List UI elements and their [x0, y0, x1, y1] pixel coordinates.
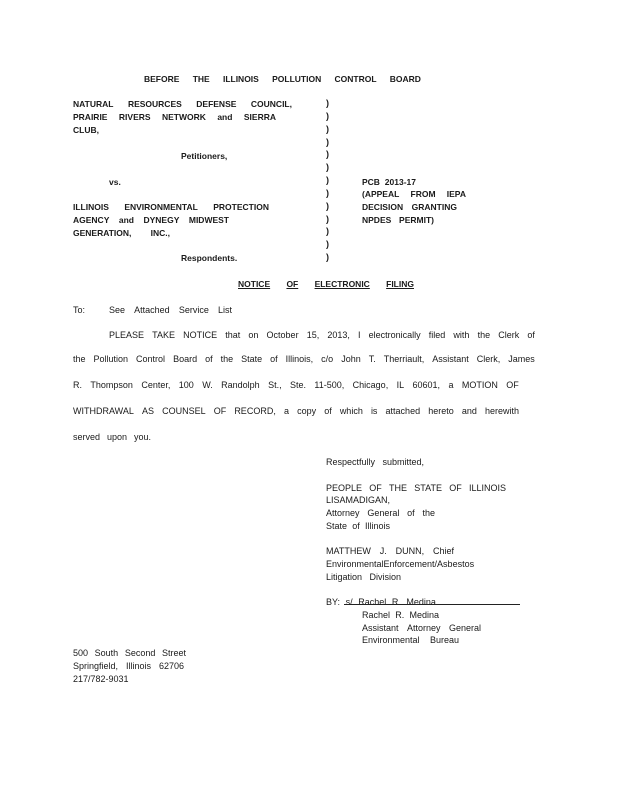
attorney-general-title [326, 507, 435, 519]
respondent-line-3 [73, 227, 170, 239]
word: General [367, 508, 400, 518]
word: MOTION [461, 380, 498, 390]
word: AS [141, 406, 154, 416]
petitioner-line-2 [73, 111, 276, 123]
word: copy [297, 406, 317, 416]
respondents-label: Respondents. [181, 253, 238, 263]
word: PLEASE [109, 330, 145, 340]
word: RIVERS [118, 112, 151, 122]
word: Illinois [125, 661, 151, 671]
word: GRANTING [411, 202, 457, 212]
word: Attached [134, 305, 170, 315]
board-title [144, 73, 421, 85]
word: OF [369, 483, 382, 493]
word: NATURAL [73, 99, 114, 109]
word: October [266, 330, 299, 340]
word: PCB [362, 177, 380, 187]
signer-bureau [362, 634, 459, 646]
petitioners-label: Petitioners, [181, 151, 228, 161]
word: John [341, 354, 361, 364]
word: CONTROL [334, 74, 377, 84]
word: on [248, 330, 259, 340]
word: SIERRA [243, 112, 276, 122]
word: 60601, [412, 380, 441, 390]
word: INC., [150, 228, 170, 238]
word: FILING [386, 279, 414, 289]
word: OF [213, 406, 227, 416]
word: upon [106, 432, 128, 442]
caption-parenthesis: ) [326, 123, 329, 134]
attorney-name [326, 494, 389, 506]
word: T. [368, 354, 376, 364]
signer-name [362, 609, 439, 621]
word: a [283, 406, 289, 416]
word: BOARD [389, 74, 421, 84]
word: Second [124, 648, 156, 658]
word: COUNCIL, [250, 99, 292, 109]
case-number [362, 176, 416, 188]
word: Bureau [429, 635, 459, 645]
word: Respectfully [326, 457, 376, 467]
word: Springfield, [73, 661, 119, 671]
word: Center, [141, 380, 171, 390]
word: s/ [345, 597, 353, 607]
word: Chicago, [352, 380, 389, 390]
word: RECORD, [234, 406, 276, 416]
word: NETWORK [161, 112, 206, 122]
word: Litigation [326, 572, 363, 582]
word: Medina [409, 610, 439, 620]
word: MATTHEW [326, 546, 371, 556]
word: ENVIRONMENTAL [124, 202, 198, 212]
word: WITHDRAWAL [73, 406, 134, 416]
body-line-3 [73, 379, 519, 391]
word: DEFENSE [196, 99, 237, 109]
people-of-illinois [326, 482, 506, 494]
word: Pollution [93, 354, 129, 364]
word: James [508, 354, 535, 364]
word: 2013, [327, 330, 350, 340]
word: BEFORE [144, 74, 180, 84]
caption-parenthesis: ) [326, 213, 329, 224]
word: St., [268, 380, 282, 390]
word: and [461, 406, 477, 416]
signature-by-line [326, 596, 436, 608]
body-line-2 [73, 353, 535, 365]
word: Control [136, 354, 166, 364]
word: Assistant [362, 623, 399, 633]
caption-parenthesis: ) [326, 136, 329, 147]
address-street [73, 647, 186, 659]
word: THE [389, 483, 408, 493]
word: ELECTRONIC [314, 279, 370, 289]
word: GENERATION, [73, 228, 132, 238]
word: R. [391, 597, 401, 607]
caption-parenthesis: ) [326, 175, 329, 186]
word: MADIGAN, [345, 495, 391, 505]
word: THE [192, 74, 210, 84]
word: Clerk [498, 330, 520, 340]
word: BY: [326, 597, 341, 607]
word: I [357, 330, 361, 340]
word: OF [506, 380, 519, 390]
word: Rachel [362, 610, 391, 620]
word: Environmental [362, 635, 420, 645]
signature-underline [344, 604, 520, 605]
word: NOTICE [238, 279, 271, 289]
word: hereto [428, 406, 454, 416]
state-of-illinois [326, 520, 390, 532]
caption-parenthesis: ) [326, 200, 329, 211]
word: ILLINOIS [73, 202, 109, 212]
word: IEPA [446, 189, 466, 199]
word: served [73, 432, 101, 442]
caption-parenthesis: ) [326, 98, 329, 108]
word: POLLUTION [272, 74, 322, 84]
word: Medina [406, 597, 436, 607]
division-line-1 [326, 558, 474, 570]
word: Street [161, 648, 186, 658]
versus-label: vs. [109, 177, 121, 187]
petitioner-line-1 [73, 98, 292, 110]
word: 11-500, [314, 380, 345, 390]
word: List [217, 305, 232, 315]
word: STATE [414, 483, 442, 493]
word: herewith [484, 406, 519, 416]
word: 100 [178, 380, 194, 390]
division-line-2 [326, 571, 401, 583]
case-line-3 [362, 201, 457, 213]
word: of [352, 521, 360, 531]
word: OF [449, 483, 462, 493]
word: Assistant [432, 354, 469, 364]
word: 62706 [158, 661, 184, 671]
word: the [73, 354, 86, 364]
word: PEOPLE [326, 483, 363, 493]
word: Chief [432, 546, 454, 556]
caption-parenthesis: ) [326, 110, 329, 121]
word: DYNEGY [143, 215, 180, 225]
word: filed [428, 330, 446, 340]
word: DUNN, [395, 546, 425, 556]
word: Illinois, [285, 354, 314, 364]
word: of [270, 354, 278, 364]
respectfully-submitted [326, 456, 424, 468]
word: Randolph [221, 380, 260, 390]
word: DECISION [362, 202, 404, 212]
signer-title [362, 622, 481, 634]
word: Ste. [289, 380, 306, 390]
word: Illinois [364, 521, 390, 531]
word: a [448, 380, 454, 390]
word: 15, [306, 330, 320, 340]
caption-parenthesis-column [326, 97, 334, 264]
word: Thompson [90, 380, 133, 390]
to-label: To: [73, 305, 86, 315]
word: State [241, 354, 263, 364]
word: South [94, 648, 119, 658]
word: PERMIT) [399, 215, 434, 225]
word: OF [286, 279, 299, 289]
word: Division [369, 572, 401, 582]
word: PROTECTION [213, 202, 269, 212]
word: See [109, 305, 126, 315]
word: NOTICE [183, 330, 218, 340]
word: ILLINOIS [468, 483, 506, 493]
word: R. [73, 380, 82, 390]
word: that [225, 330, 241, 340]
word: TAKE [152, 330, 175, 340]
word: c/o [321, 354, 334, 364]
word: the [220, 354, 234, 364]
word: you. [133, 432, 151, 442]
caption-parenthesis: ) [326, 226, 329, 237]
word: and [118, 215, 134, 225]
word: the [477, 330, 491, 340]
word: R. [395, 610, 405, 620]
word: State [326, 521, 348, 531]
word: Rachel [358, 597, 387, 607]
word: Therriault, [383, 354, 425, 364]
word: of [324, 406, 332, 416]
case-line-2 [362, 188, 466, 200]
caption-parenthesis: ) [326, 252, 329, 263]
word: Service [178, 305, 209, 315]
word: attached [385, 406, 421, 416]
word: Enforcement/Asbestos [383, 559, 475, 569]
body-line-5 [73, 431, 151, 443]
case-line-4 [362, 214, 434, 226]
word: AGENCY [73, 215, 110, 225]
word: and [217, 112, 233, 122]
word: Board [173, 354, 198, 364]
word: 2013-17 [384, 177, 416, 187]
word: COUNSEL [162, 406, 206, 416]
word: NPDES [362, 215, 392, 225]
word: MIDWEST [188, 215, 229, 225]
word: W. [202, 380, 213, 390]
word: FROM [410, 189, 436, 199]
caption-parenthesis: ) [326, 187, 329, 198]
respondent-line-2 [73, 214, 229, 226]
word: is [370, 406, 378, 416]
word: Attorney [406, 623, 441, 633]
word: Environmental [326, 559, 384, 569]
word: of [407, 508, 415, 518]
notice-title [238, 278, 414, 290]
petitioner-line-3: CLUB, [73, 125, 99, 135]
word: Attorney [326, 508, 360, 518]
word: 500 [73, 648, 89, 658]
word: PRAIRIE [73, 112, 108, 122]
chief-name [326, 545, 454, 557]
word: which [339, 406, 363, 416]
caption-parenthesis: ) [326, 162, 329, 173]
word: of [205, 354, 213, 364]
word: RESOURCES [127, 99, 182, 109]
word: LISA [326, 495, 346, 505]
word: General [448, 623, 481, 633]
word: Clerk, [476, 354, 501, 364]
address-city [73, 660, 184, 672]
caption-parenthesis: ) [326, 149, 329, 160]
word: IL [396, 380, 405, 390]
word: submitted, [382, 457, 424, 467]
word: ILLINOIS [222, 74, 259, 84]
word: of [527, 330, 535, 340]
body-line-1 [109, 329, 535, 341]
body-line-4 [73, 405, 519, 417]
word: with [453, 330, 470, 340]
word: J. [379, 546, 387, 556]
to-recipient [109, 304, 232, 316]
word: (APPEAL [362, 189, 400, 199]
respondent-line-1 [73, 201, 269, 213]
address-phone: 217/782-9031 [73, 674, 129, 684]
word: electronically [368, 330, 421, 340]
caption-parenthesis: ) [326, 239, 329, 250]
word: the [422, 508, 435, 518]
